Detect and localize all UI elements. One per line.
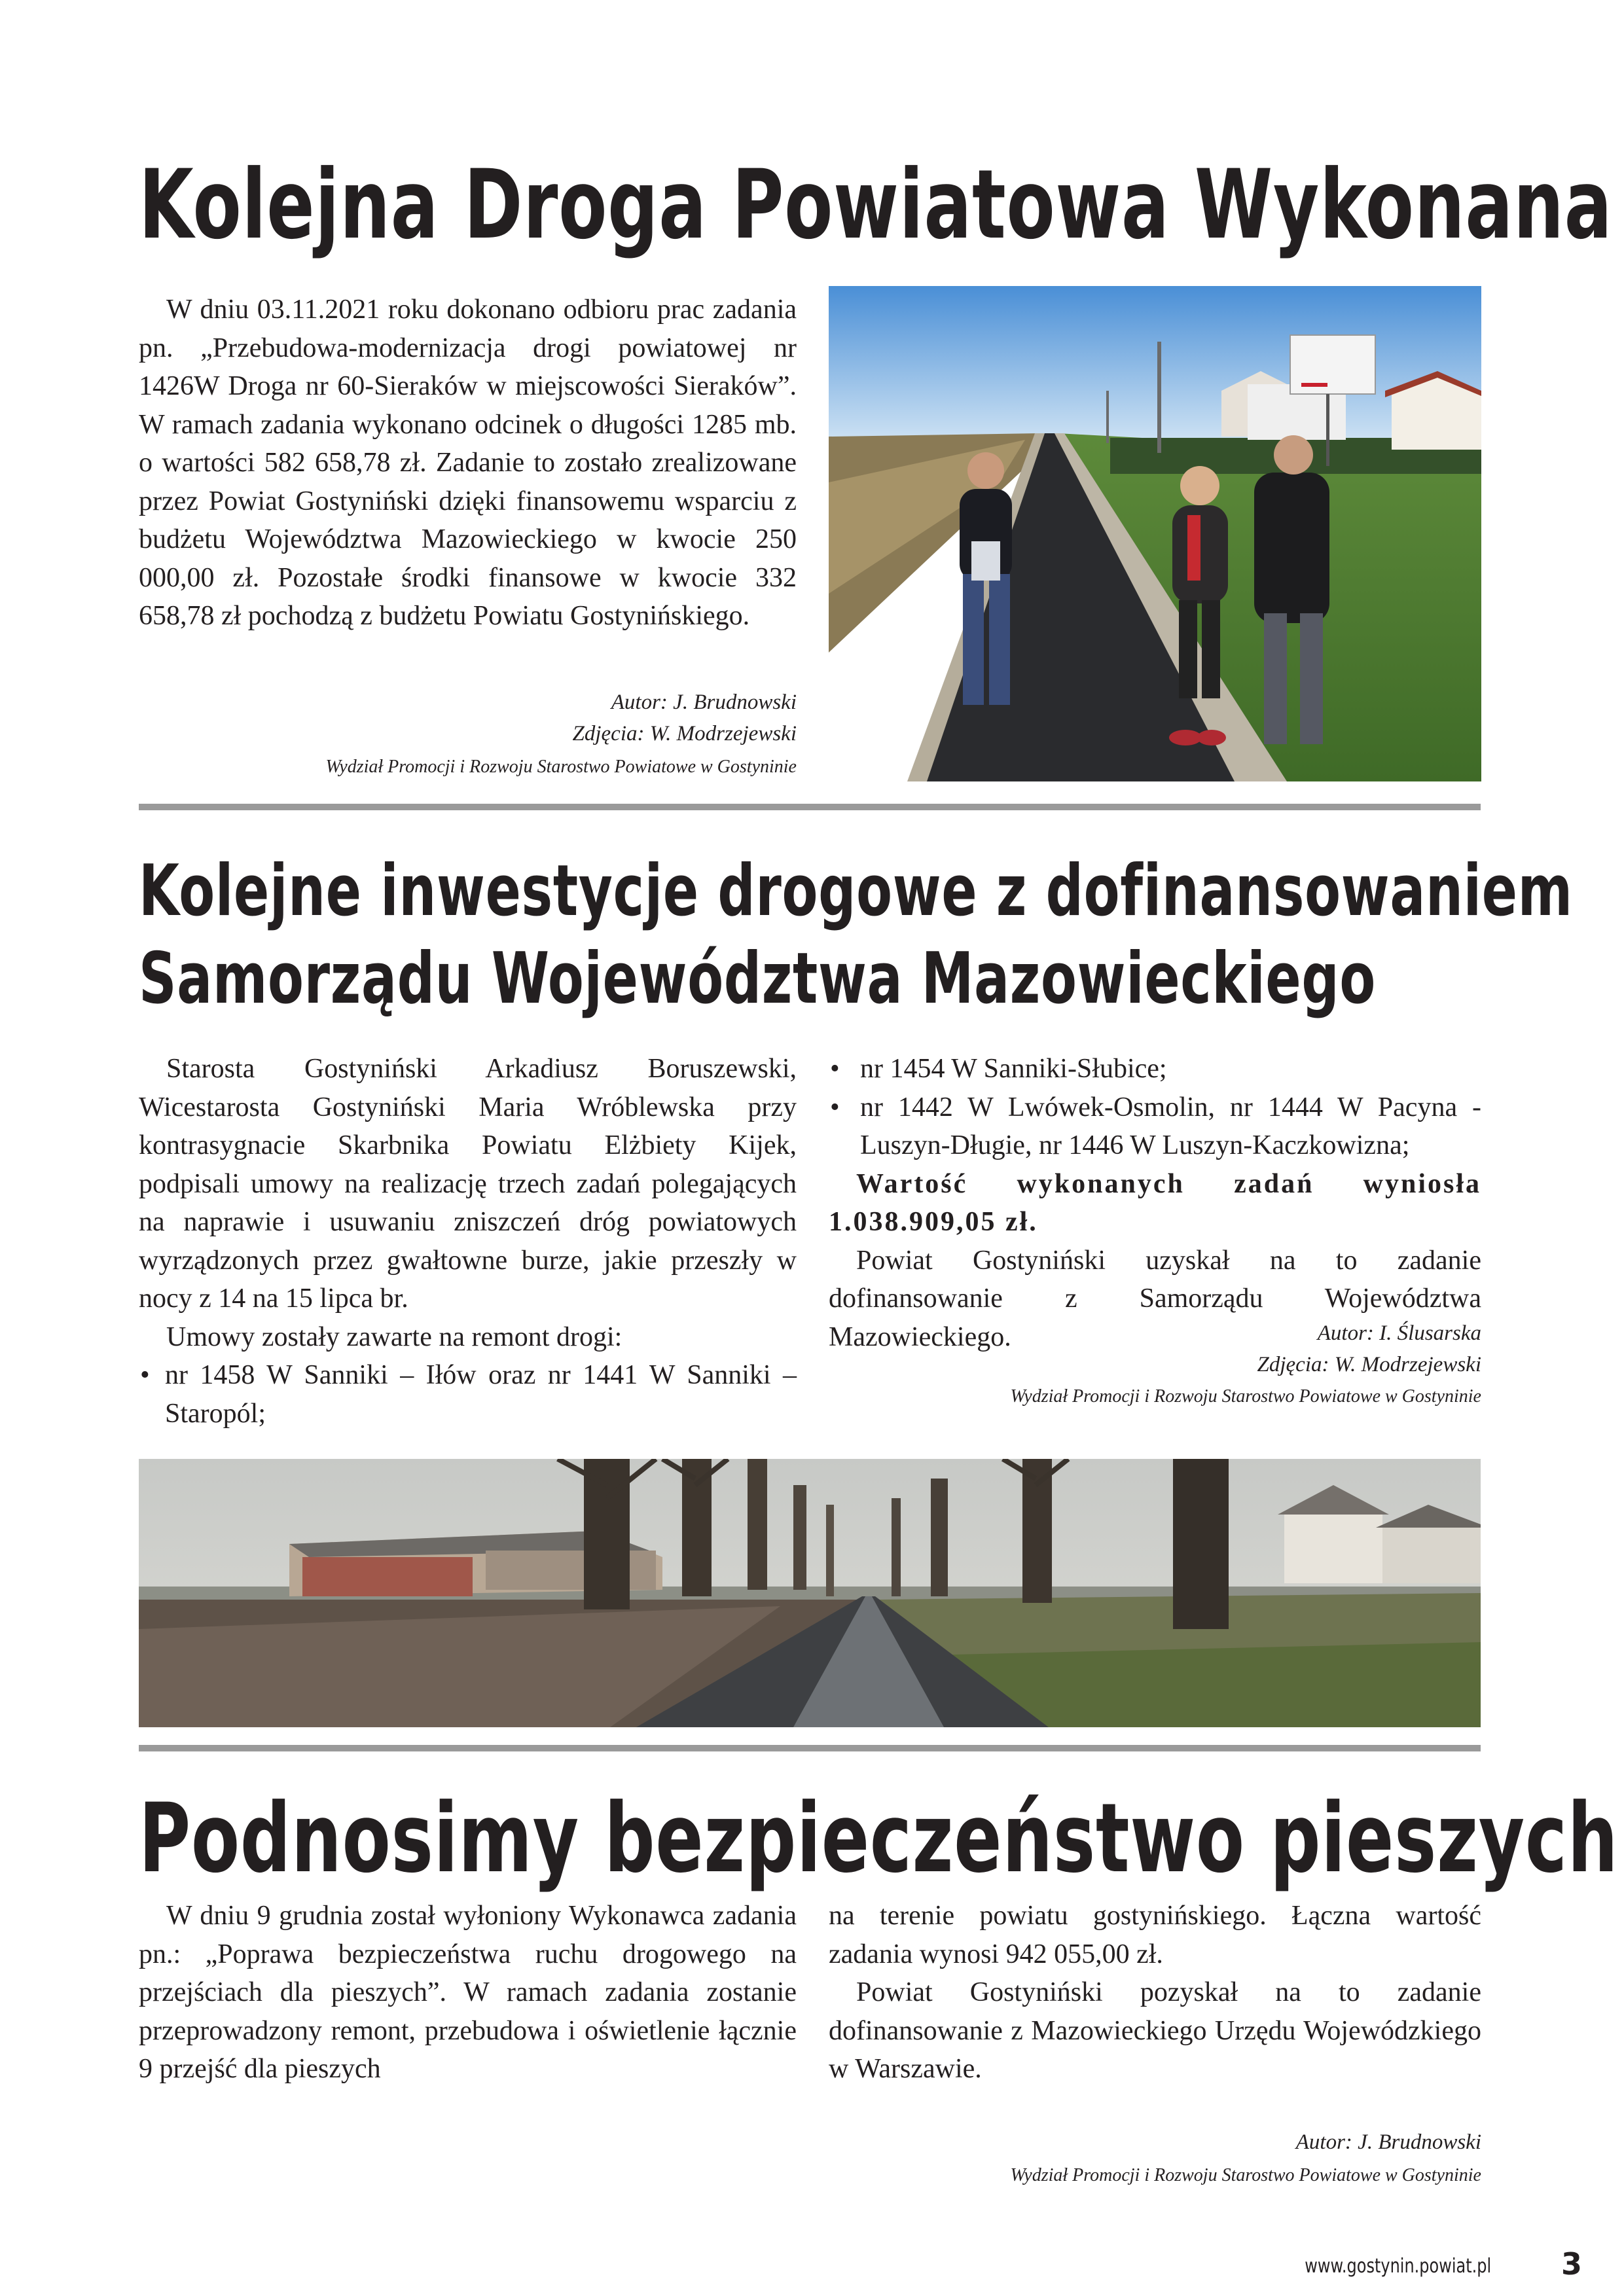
article2-bullet-list-right (829, 1050, 1481, 1165)
article3-department: Wydział Promocji i Rozwoju Starostwo Powiatowe w Gostyninie (1010, 2165, 1481, 2185)
article1-author: Autor: J. Brudnowski (611, 691, 797, 714)
article2-left-column (139, 1050, 797, 1433)
article2-paragraph2: Umowy zostały zawarte na remont drogi: (166, 1321, 623, 1352)
footer-url[interactable]: www.gostynin.powiat.pl (1305, 2255, 1491, 2278)
article1-department: Wydział Promocji i Rozwoju Starostwo Powiatowe w Gostyninie (325, 757, 797, 777)
section-divider (139, 804, 1481, 810)
article2-bullet-list-left (139, 1356, 797, 1433)
article2-title-line2: Samorządu Województwa Mazowieckiego (139, 938, 1376, 1020)
article3-title: Podnosimy bezpieczeństwo pieszych (139, 1783, 1619, 1894)
article2-bullet: • nr 1442 W Lwówek-Osmolin, nr 1444 W Pacyna -Luszyn-Długie, nr 1446 W Luszyn-Kaczkowizna; (829, 1088, 1481, 1165)
article3-right-column (829, 1897, 1481, 2089)
article1-photos-credit: Zdjęcia: W. Modrzejewski (572, 722, 797, 745)
article2-paragraph3: Powiat Gostyniński uzyskał na to zadanie dofinansowanie z Samorządu Województwa Mazowieckiego. (829, 1245, 1481, 1352)
article2-photos-credit: Zdjęcia: W. Modrzejewski (1257, 1353, 1481, 1376)
article2-paragraph1: Starosta Gostyniński Arkadiusz Boruszewski, Wicestarosta Gostyniński Maria Wróblewska przy kontrasygnacie Skarbnika Powiatu Elżbiety Kijek, podpisali umowy na realizację trzech zadań polegających na naprawie i usuwaniu zniszczeń dróg powiatowych wyrządzonych przez gwałtowne burze, jakie przeszły w nocy z 14 na 15 lipca br. (139, 1054, 797, 1314)
article3-paragraph2: Powiat Gostyniński pozyskał na to zadanie dofinansowanie z Mazowieckiego Urzędu Wojewódzkiego w Warszawie. (829, 1977, 1481, 2084)
section-divider (139, 1745, 1481, 1751)
article2-bullet: • nr 1458 W Sanniki – Iłów oraz nr 1441 W Sanniki – Staropól; (139, 1356, 797, 1433)
article3-paragraph1-part1: W dniu 9 grudnia został wyłoniony Wykonawca zadania pn.: „Poprawa bezpieczeństwa ruchu drogowego na przejściach dla pieszych”. W ramach zadania zostanie przeprowadzony remont, przebudowa i oświetlenie łącznie 9 przejść dla pieszych (139, 1901, 797, 2084)
article3-author: Autor: J. Brudnowski (1295, 2130, 1481, 2154)
article3-left-column (139, 1897, 797, 2127)
article2-department: Wydział Promocji i Rozwoju Starostwo Powiatowe w Gostyninie (1010, 1386, 1481, 1407)
article3-paragraph1-continuation: na terenie powiatu gostynińskiego. Łączna wartość zadania wynosi 942 055,00 zł. (829, 1901, 1481, 1969)
article2-value-statement: Wartość wykonanych zadań wyniosła 1.038.909,05 zł. (829, 1168, 1481, 1237)
article2-title-line1: Kolejne inwestycje drogowe z dofinansowaniem (139, 850, 1573, 932)
article1-body (139, 291, 797, 636)
article1-paragraph: W dniu 03.11.2021 roku dokonano odbioru prac zadania pn. „Przebudowa-modernizacja drogi powiatowej nr 1426W Droga nr 60-Sieraków w miejscowości Sieraków”. W ramach zadania wykonano odcinek o długości 1285 mb. o wartości 582 658,78 zł. Zadanie to zostało zrealizowane przez Powiat Gostyniński dzięki finansowemu wsparciu z budżetu Województwa Mazowieckiego w kwocie 250 000,00 zł. Pozostałe środki finansowe w kwocie 332 658,78 zł pochodzą z budżetu Powiatu Gostynińskiego. (139, 295, 797, 631)
article2-author: Autor: I. Ślusarska (1317, 1321, 1481, 1345)
article1-title: Kolejna Droga Powiatowa Wykonana (139, 149, 1613, 260)
article2-right-column (829, 1050, 1481, 1356)
article2-bullet: • nr 1454 W Sanniki-Słubice; (829, 1050, 1481, 1088)
page-number: 3 (1561, 2246, 1583, 2282)
article2-photo (139, 1459, 1481, 1727)
article1-photo (829, 286, 1481, 781)
